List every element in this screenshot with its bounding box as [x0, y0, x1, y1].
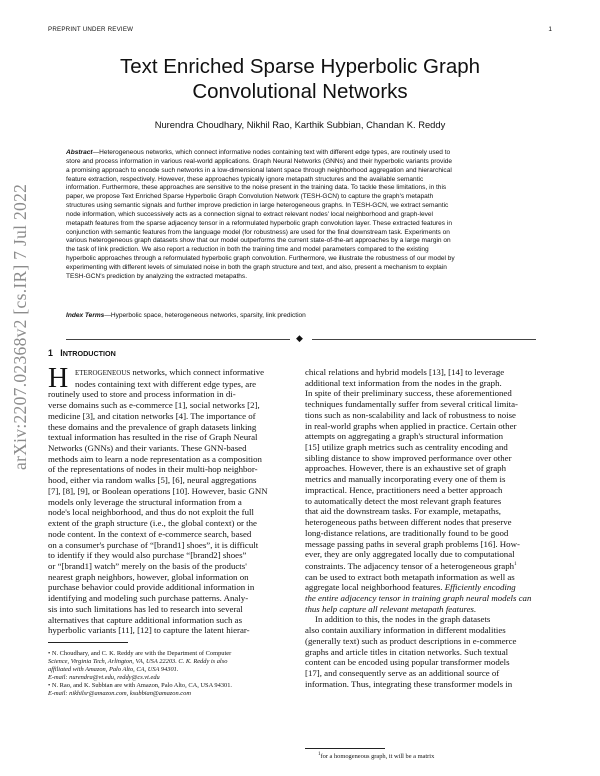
body-line: sis into such limitations has led to research into several [48, 603, 243, 614]
abstract-line: node information, which successively acts as a connection signal to extract relevant nodes' local neighborhood and graph-level [66, 210, 433, 218]
body-line: the entire adjacency tensor in training graph neural models can [305, 593, 532, 604]
body-line: can be used to extract both metapath information as well as [305, 571, 515, 582]
body-line: to identify if they would also purchase “[brand2] shoes” [48, 550, 247, 561]
footnote-line: affiliated with Amazon, Palo Alto, CA, USA 94301. [48, 666, 179, 674]
affiliation-footnotes [48, 650, 297, 699]
body-line: methods aim to learn a node representation as a composition [48, 453, 262, 464]
abstract-line: a promising approach to encode such networks in a low-dimensional latent space through neighborhood aggregation and hierarchical [66, 166, 452, 174]
body-line: alternatives that capture additional information such as [48, 614, 243, 625]
body-line: content can be encoded using popular transformer models [305, 657, 510, 668]
section-heading: 1 INTRODUCTION [48, 348, 116, 358]
index-terms-lead: Index Terms [66, 312, 105, 319]
body-line: on a consumer's purchase of “[brand1] shoes”, it is difficult [48, 539, 259, 550]
abstract-line: TESH-GCN's prediction by analyzing the extracted metapaths. [66, 272, 248, 280]
body-line: message passing paths in several graph problems [16]. How- [305, 538, 520, 549]
body-line: impractical. Hence, practitioners need a better approach [305, 484, 503, 495]
abstract-line: experimenting with different levels of simulated noise in both the graph structure and text, and also, present a mechanism to explain [66, 263, 447, 271]
body-line: [17], and consequently serve as an additional source of [305, 668, 500, 679]
footnote-line: • N. Rao, and K. Subbian are with Amazon, Palo Alto, CA, USA 94301. [48, 682, 233, 690]
abstract-line: the task of link prediction. We also report a reduction in both the training time and model parameters compared to the existing [66, 246, 429, 254]
body-line: hood, either via random walks [5], [6], neural aggregations [48, 475, 257, 486]
body-line: hyperbolic variants [11], [12] to capture the latent hierar- [48, 625, 250, 636]
footnote-line: E-mail: nurendra@vt.edu, reddy@cs.vt.edu [48, 674, 160, 682]
body-line: to automatically detect the most relevant graph features [305, 495, 502, 506]
footnote: $^1$for a homogeneous graph, it will be a matrix [318, 752, 435, 761]
body-line: or “[brand1] watch” merely on the basis of the products' [48, 560, 247, 571]
body-line: attempts on aggregating a graph's structural information [305, 431, 504, 442]
body-line: these domains and the prevalence of graph datasets linking [48, 421, 257, 432]
body-line: node content. In the context of e-commerce search, based [48, 528, 252, 539]
body-line: nearest graph neighbors, however, global information on [48, 571, 249, 582]
divider-rule [312, 339, 536, 340]
body-line: metrics and manually incorporating every one of them is [305, 474, 506, 485]
body-line: ever, they are only aggregated locally due to computational [305, 549, 515, 560]
body-line: models only leverage the structural information from a [48, 496, 242, 507]
abstract-line: various heterogeneous graph datasets show that our model outperforms the current state-of-the-art approaches by a large margin on [66, 237, 451, 245]
drop-cap: H [48, 363, 69, 394]
body-line: techniques fundamentally suffer from several critical limita- [305, 399, 518, 410]
body-column-left [48, 363, 297, 636]
body-line: in real-world graphs when applied in practice. Certain other [305, 420, 517, 431]
title-line: Text Enriched Sparse Hyperbolic Graph [119, 55, 481, 78]
body-line: extent of the graph structure (i.e., the global context) or the [48, 518, 257, 529]
body-line: that aid the downstream tasks. For example, metapaths, [305, 506, 501, 517]
body-line: textual information has resulted in the rise of Graph Neural [48, 432, 258, 443]
body-line: chical relations and hybrid models [13], [14] to leverage [305, 367, 505, 377]
body-line: nodes containing text with different edge types, are [75, 378, 257, 389]
body-line: constraints. The adjacency tensor of a heterogeneous graph$^1$ [305, 560, 517, 571]
body-line: of the representations of nodes in their multi-hop neighbor- [48, 464, 258, 475]
body-line: long-distance relations, are traditionally found to be good [305, 527, 509, 538]
footnote-line: • N. Choudhary, and C. K. Reddy are with the Department of Computer [48, 650, 232, 657]
abstract-line: structures using semantic signals and further improve prediction in large heterogeneous graphs. In TESH-GCN, we extract semantic [66, 202, 449, 210]
body-line: Networks (GNNs) and their variants. These GNN-based [48, 443, 247, 454]
body-line: additional text information from the nodes in the graph. [305, 377, 502, 388]
diamond-icon: ◆ [296, 334, 303, 344]
body-line: approaches. However, there is an exhaustive set of graph [305, 463, 507, 474]
body-line: [15] utilize graph metrics such as centrality encoding and [305, 442, 508, 453]
section-number: 1 [48, 348, 53, 358]
footnote-rule [48, 642, 128, 643]
body-line: In spite of their preliminary success, these aforementioned [305, 388, 512, 399]
body-line: heterogeneous paths between different nodes that preserve [305, 517, 512, 528]
title-line: Convolutional Networks [192, 80, 408, 103]
abstract-line: conjunction with semantic features from the language model (for robustness) are used for the final downstream task. Experiments on [66, 228, 450, 236]
body-line: verse domains such as e-commerce [1], social networks [2], [48, 400, 260, 411]
body-line: purchase behavior could provide additional information in [48, 582, 255, 593]
body-line: ETEROGENEOUS networks, which connect informative [75, 367, 265, 377]
body-line: aggregate local neighborhood features. Efficiently encoding [305, 582, 516, 593]
body-line: sibling distance to show improved performance over other [305, 452, 512, 463]
page-number: 1 [548, 26, 552, 33]
index-terms [66, 312, 536, 321]
footnote-marker: 1 [514, 561, 517, 567]
arxiv-identifier-stamp: arXiv:2207.02368v2 [cs.IR] 7 Jul 2022 [10, 183, 30, 470]
body-line: identifying and modeling such purchase patterns. Analy- [48, 593, 249, 604]
abstract-lead: Abstract [66, 149, 93, 156]
body-line: In addition to this, the nodes in the graph datasets [315, 614, 491, 625]
body-line: (generally text) such as product descriptions in e-commerce [305, 635, 517, 646]
abstract-line: Abstract—Heterogeneous networks, which connect informative nodes containing text with different edge types, are routinely used to [66, 149, 451, 156]
abstract-line: paper, we propose Text Enriched Sparse Hyperbolic Graph Convolution Network (TESH-GCN) to capture the graph's metapath [66, 193, 434, 201]
index-terms-text: —Hyperbolic space, heterogeneous networks, sparsity, link prediction [104, 312, 306, 319]
body-line: [7], [8], [9], or Boolean operations [10]. However, basic GNN [48, 485, 268, 496]
abstract [66, 149, 536, 282]
body-line: tions such as non-scalability and lack of robustness to noise [305, 409, 516, 420]
footnote-rule [305, 748, 385, 749]
body-line: node's local neighborhood, and thus do not exploit the full [48, 507, 254, 518]
body-line: also contain auxiliary information in different modalities [305, 625, 506, 636]
abstract-line: metapath features from the sparse adjacency tensor in a reformulated hyperbolic graph convolution layer. These extracted features in [66, 219, 452, 227]
body-line: thus help capture all relevant metapath features. [305, 603, 477, 614]
author-list: Nurendra Choudhary, Nikhil Rao, Karthik Subbian, Chandan K. Reddy [154, 119, 446, 130]
body-column-right [305, 367, 552, 690]
divider-rule [66, 339, 290, 340]
abstract-line: hyperbolic approaches through a reformulated hyperbolic graph convolution. Furthermore, we illustrate the robustness of our model by [66, 255, 455, 263]
body-line: routinely used to store and process information in di- [48, 389, 236, 400]
abstract-line: feature extraction, respectively. However, these approaches typically ignore metapath structures and the available semantic [66, 175, 424, 183]
section-divider [66, 335, 536, 345]
body-line: medicine [3], and citation networks [4]. The importance of [48, 410, 256, 421]
running-header: PREPRINT UNDER REVIEW [48, 26, 134, 33]
body-line: graphs and article titles in citation networks. Such textual [305, 646, 509, 657]
abstract-line: store and process information in various real-world applications. Graph Neural Networks (GNNs) and their hyperbolic variants provide [66, 157, 453, 165]
footnote-line: E-mail: nikhilsr@amazon.com, ksubbian@amazon.com [48, 690, 191, 698]
body-line: information. Thus, integrating these transformer models in [305, 678, 513, 689]
abstract-line: information. Furthermore, these approaches are sensitive to the noise present in the training data. To tackle these limitations, in this [66, 184, 447, 192]
footnote-line: Science, Virginia Tech, Arlington, VA, USA 22203. C. K. Reddy is also [48, 658, 228, 666]
footnote-marker: 1 [318, 752, 321, 757]
paper-title [48, 54, 552, 104]
